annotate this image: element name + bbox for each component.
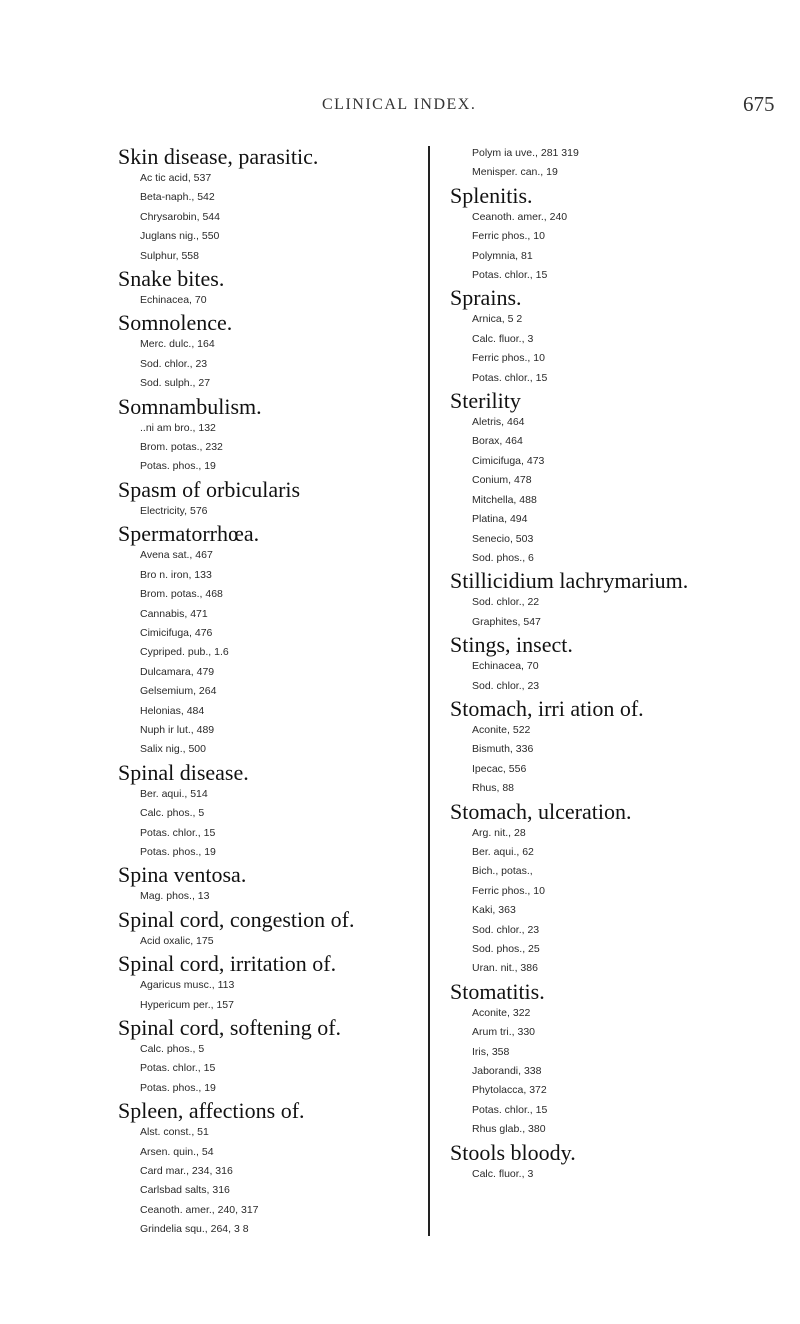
index-subentry: Arum tri., 330 (472, 1026, 536, 1039)
index-subentry: Aconite, 522 (472, 723, 531, 736)
index-subentry: Salix nig., 500 (140, 743, 206, 756)
index-subentry: Phytolacca, 372 (472, 1084, 547, 1097)
index-subentry: Avena sat., 467 (140, 549, 213, 562)
index-entry-group (118, 862, 418, 906)
index-entry-group (450, 285, 790, 388)
index-heading: Sterility (450, 388, 521, 414)
index-entry-group (118, 394, 418, 477)
index-subentry: Helonias, 484 (140, 704, 205, 717)
index-entry-group (118, 951, 418, 1015)
index-subentry: Iris, 358 (472, 1045, 510, 1058)
index-subentry: Cimicifuga, 473 (472, 454, 545, 467)
index-subentry: Jaborandi, 338 (472, 1065, 542, 1078)
index-entry-group (450, 183, 790, 286)
index-entry-group (450, 568, 790, 632)
index-subentry: Platina, 494 (472, 513, 528, 526)
index-subentry: Rhus glab., 380 (472, 1123, 546, 1136)
index-entry-group (450, 144, 790, 183)
index-subentry: Polym ia uve., 281 319 (472, 147, 579, 159)
index-subentry: Carlsbad salts, 316 (140, 1184, 230, 1197)
index-subentry: Ferric phos., 10 (472, 230, 545, 243)
index-subentry: Bich., potas., (472, 865, 533, 878)
index-subentry: Sulphur, 558 (140, 249, 199, 262)
index-entry-group (118, 1098, 418, 1239)
index-subentry: Alst. const., 51 (140, 1126, 209, 1139)
index-subentry: Cypriped. pub., 1.6 (140, 646, 229, 659)
index-subentry: Grindelia squ., 264, 3 8 (140, 1223, 249, 1236)
index-subentry: Ferric phos., 10 (472, 884, 545, 897)
index-subentry: Nuph ir lut., 489 (140, 723, 215, 736)
index-subentry: Menisper. can., 19 (472, 166, 558, 179)
index-subentry: Mag. phos., 13 (140, 890, 210, 903)
index-subentry: Graphites, 547 (472, 615, 541, 628)
index-entry-group (450, 696, 790, 799)
index-subentry: Kaki, 363 (472, 904, 516, 917)
index-heading: Somnambulism. (118, 393, 262, 419)
index-heading: Spasm of orbicularis (118, 476, 301, 502)
index-subentry: Borax, 464 (472, 435, 523, 448)
index-subentry: Calc. fluor., 3 (472, 1167, 534, 1180)
index-subentry: Polymnia, 81 (472, 249, 533, 262)
index-subentry: Beta-naph., 542 (140, 191, 215, 204)
index-subentry: Senecio, 503 (472, 532, 534, 545)
index-entry-group (118, 521, 418, 759)
index-entry-group (450, 799, 790, 979)
index-subentry: Potas. phos., 19 (140, 1081, 216, 1094)
index-subentry: Conium, 478 (472, 474, 532, 487)
index-subentry: Aconite, 322 (472, 1006, 531, 1019)
index-subentry: Juglans nig., 550 (140, 230, 220, 243)
index-subentry: Sod. chlor., 22 (472, 596, 540, 609)
index-subentry: Acid oxalic, 175 (140, 934, 214, 947)
index-subentry: Cimicifuga, 476 (140, 626, 213, 639)
index-subentry: Agaricus musc., 113 (140, 979, 235, 992)
index-subentry: Potas. chlor., 15 (472, 1103, 548, 1116)
index-subentry: Ber. aqui., 514 (140, 787, 208, 800)
index-subentry: Ipecac, 556 (472, 762, 527, 775)
index-heading: Sprains. (450, 285, 522, 311)
index-subentry: Sod. chlor., 23 (472, 679, 540, 692)
column-divider (428, 146, 430, 1236)
page-number: 675 (743, 92, 775, 116)
index-subentry: Calc. phos., 5 (140, 1043, 205, 1055)
index-subentry: Echinacea, 70 (140, 294, 207, 307)
index-heading: Snake bites. (118, 266, 225, 292)
index-subentry: Hypericum per., 157 (140, 998, 234, 1011)
index-heading: Stings, insect. (450, 632, 573, 658)
index-entry-group (450, 632, 790, 696)
index-subentry: Card mar., 234, 316 (140, 1165, 233, 1178)
index-subentry: Sod. chlor., 23 (472, 923, 540, 936)
index-subentry: Ceanoth. amer., 240, 317 (140, 1203, 259, 1216)
index-subentry: Chrysarobin, 544 (140, 210, 220, 223)
index-subentry: Uran. nit., 386 (472, 962, 538, 975)
index-entry-group (450, 388, 790, 568)
index-subentry: Aletris, 464 (472, 416, 525, 429)
index-subentry: Sod. phos., 25 (472, 943, 540, 955)
page-header (0, 92, 800, 126)
index-heading: Skin disease, parasitic. (118, 144, 319, 169)
index-heading: Splenitis. (450, 182, 533, 208)
index-subentry: Brom. potas., 468 (140, 588, 223, 601)
index-heading: Spinal cord, softening of. (118, 1015, 342, 1040)
index-subentry: Echinacea, 70 (472, 660, 539, 673)
index-entry-group (118, 266, 418, 310)
index-subentry: Potas. chlor., 15 (472, 371, 548, 384)
index-subentry: Merc. dulc., 164 (140, 338, 215, 351)
index-subentry: Ac tic acid, 537 (140, 172, 212, 184)
index-subentry: Sod. phos., 6 (472, 551, 534, 564)
index-subentry: Sod. chlor., 23 (140, 357, 208, 370)
index-subentry: Calc. fluor., 3 (472, 332, 534, 345)
index-subentry: Ceanoth. amer., 240 (472, 210, 568, 223)
index-subentry: Brom. potas., 232 (140, 441, 223, 454)
index-entry-group (118, 907, 418, 951)
index-subentry: ..ni am bro., 132 (140, 421, 216, 434)
index-subentry: Ber. aqui., 62 (472, 845, 534, 858)
index-subentry: Bro n. iron, 133 (140, 568, 212, 581)
index-subentry: Rhus, 88 (472, 782, 515, 795)
index-subentry: Gelsemium, 264 (140, 685, 217, 698)
index-heading: Stomatitis. (450, 978, 545, 1004)
index-entry-group (118, 144, 418, 266)
page-title: CLINICAL INDEX. (322, 96, 477, 113)
index-entry-group (450, 1140, 790, 1184)
index-subentry: Bismuth, 336 (472, 743, 534, 756)
index-subentry: Potas. chlor., 15 (472, 269, 548, 282)
index-subentry: Sod. sulph., 27 (140, 377, 211, 390)
index-subentry: Mitchella, 488 (472, 493, 537, 506)
index-subentry: Arg. nit., 28 (472, 826, 526, 839)
index-entry-group (118, 310, 418, 393)
index-heading: Spleen, affections of. (118, 1098, 305, 1124)
index-subentry: Dulcamara, 479 (140, 665, 215, 678)
index-heading: Stools bloody. (450, 1139, 576, 1165)
index-subentry: Potas. phos., 19 (140, 460, 216, 473)
index-entry-group (450, 979, 790, 1140)
index-subentry: Electricity, 576 (140, 504, 208, 517)
index-subentry: Ferric phos., 10 (472, 352, 545, 365)
index-entry-group (118, 477, 418, 521)
index-subentry: Cannabis, 471 (140, 607, 208, 620)
index-heading: Spermatorrhœa. (118, 521, 260, 547)
index-entry-group (118, 1015, 418, 1098)
index-heading: Spinal cord, irritation of. (118, 951, 337, 977)
index-heading: Stillicidium lachrymarium. (450, 568, 689, 594)
index-entry-group (118, 760, 418, 863)
index-heading: Stomach, irri ation of. (450, 695, 644, 721)
index-subentry: Potas. chlor., 15 (140, 1062, 216, 1075)
index-subentry: Calc. phos., 5 (140, 807, 205, 820)
index-heading: Spina ventosa. (118, 862, 247, 888)
index-heading: Spinal cord, congestion of. (118, 906, 355, 932)
index-heading: Somnolence. (118, 310, 233, 336)
index-subentry: Arnica, 5 2 (472, 313, 523, 326)
index-heading: Spinal disease. (118, 759, 249, 785)
index-subentry: Arsen. quin., 54 (140, 1145, 214, 1158)
index-column-left (118, 144, 418, 1240)
index-column-right (438, 144, 790, 1184)
index-heading: Stomach, ulceration. (450, 798, 632, 824)
index-subentry: Potas. chlor., 15 (140, 826, 216, 839)
index-subentry: Potas. phos., 19 (140, 845, 216, 858)
